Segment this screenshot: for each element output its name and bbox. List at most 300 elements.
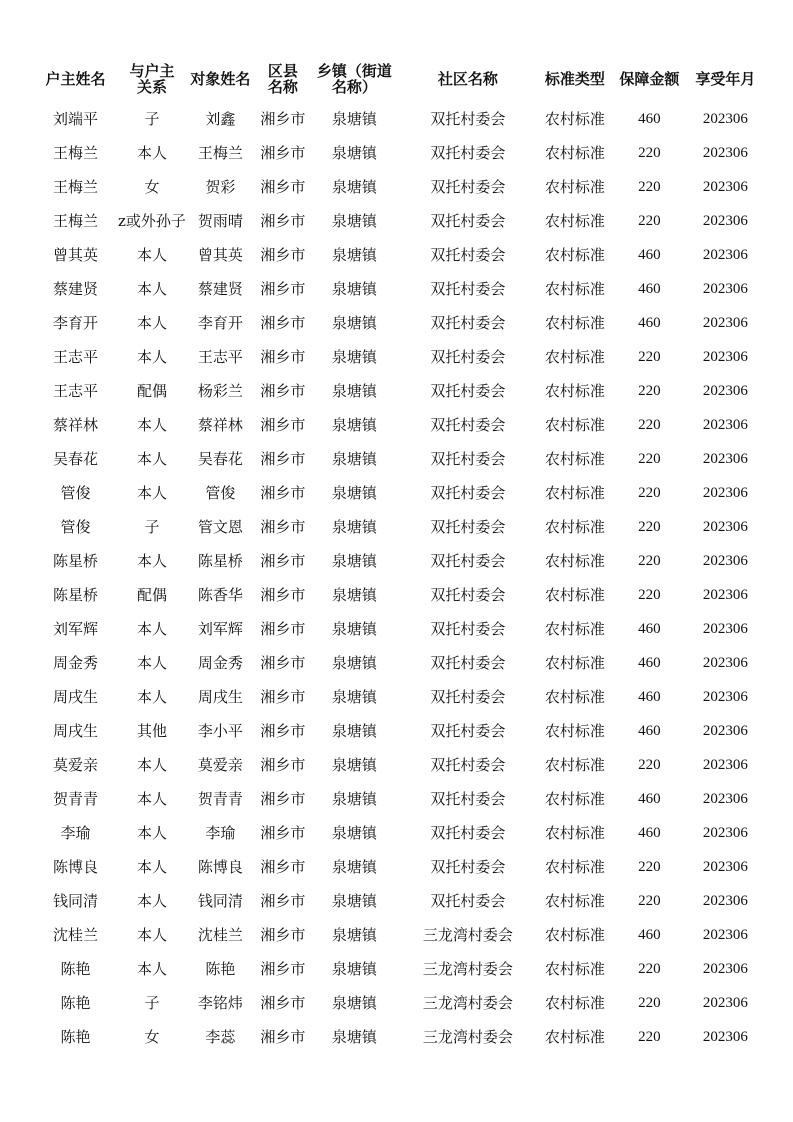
- cell-community: 三龙湾村委会: [422, 1028, 513, 1046]
- cell-relation: 本人: [136, 450, 167, 468]
- cell-township: 泉塘镇: [331, 416, 377, 434]
- cell-township: 泉塘镇: [331, 858, 377, 876]
- cell-township: 泉塘镇: [331, 518, 377, 536]
- cell-recipient-name: 贺雨晴: [197, 212, 243, 230]
- cell-township: 泉塘镇: [331, 994, 377, 1012]
- cell-period: 202306: [702, 519, 748, 535]
- table-row: [33, 170, 764, 204]
- cell-relation: 本人: [136, 858, 167, 876]
- cell-relation: 本人: [136, 620, 167, 638]
- cell-amount: 460: [638, 621, 661, 637]
- cell-householder-name: 莫爱亲: [52, 756, 98, 774]
- cell-householder-name: 刘端平: [52, 110, 98, 128]
- cell-county: 湘乡市: [260, 892, 306, 910]
- cell-county: 湘乡市: [260, 348, 306, 366]
- cell-county: 湘乡市: [260, 450, 306, 468]
- cell-recipient-name: 李瑜: [205, 824, 236, 842]
- cell-recipient-name: 钱同清: [197, 892, 243, 910]
- cell-relation: 子: [144, 518, 160, 536]
- cell-amount: 460: [638, 655, 661, 671]
- cell-relation: z或外孙子: [118, 212, 186, 230]
- cell-householder-name: 王志平: [52, 348, 98, 366]
- cell-recipient-name: 曾其英: [197, 246, 243, 264]
- cell-township: 泉塘镇: [331, 450, 377, 468]
- cell-recipient-name: 李蕊: [205, 1028, 236, 1046]
- cell-county: 湘乡市: [260, 484, 306, 502]
- cell-householder-name: 陈星桥: [52, 586, 98, 604]
- cell-amount: 460: [638, 281, 661, 297]
- cell-township: 泉塘镇: [331, 620, 377, 638]
- cell-standard-type: 农村标准: [544, 518, 605, 536]
- cell-township: 泉塘镇: [331, 926, 377, 944]
- table-row: [33, 986, 764, 1020]
- cell-amount: 220: [638, 179, 661, 195]
- cell-township: 泉塘镇: [331, 552, 377, 570]
- header-recipient-name: [186, 56, 255, 102]
- cell-community: 双托村委会: [430, 722, 506, 740]
- cell-community: 双托村委会: [430, 688, 506, 706]
- cell-amount: 460: [638, 111, 661, 127]
- cell-amount: 220: [638, 961, 661, 977]
- cell-householder-name: 贺青青: [52, 790, 98, 808]
- cell-householder-name: 周戌生: [52, 722, 98, 740]
- cell-householder-name: 吴春花: [52, 450, 98, 468]
- cell-householder-name: 蔡建贤: [52, 280, 98, 298]
- cell-standard-type: 农村标准: [544, 960, 605, 978]
- cell-relation: 本人: [136, 654, 167, 672]
- cell-county: 湘乡市: [260, 246, 306, 264]
- table-header: [33, 56, 764, 102]
- cell-amount: 460: [638, 927, 661, 943]
- table-row: [33, 952, 764, 986]
- cell-community: 双托村委会: [430, 450, 506, 468]
- cell-householder-name: 王志平: [52, 382, 98, 400]
- cell-township: 泉塘镇: [331, 314, 377, 332]
- cell-recipient-name: 李小平: [197, 722, 243, 740]
- cell-period: 202306: [702, 247, 748, 263]
- table-row: [33, 578, 764, 612]
- cell-amount: 460: [638, 791, 661, 807]
- cell-county: 湘乡市: [260, 280, 306, 298]
- cell-standard-type: 农村标准: [544, 178, 605, 196]
- table-row: [33, 714, 764, 748]
- cell-amount: 220: [638, 485, 661, 501]
- cell-amount: 460: [638, 689, 661, 705]
- cell-householder-name: 陈艳: [60, 994, 91, 1012]
- cell-standard-type: 农村标准: [544, 348, 605, 366]
- cell-standard-type: 农村标准: [544, 586, 605, 604]
- cell-county: 湘乡市: [260, 110, 306, 128]
- cell-householder-name: 陈星桥: [52, 552, 98, 570]
- cell-standard-type: 农村标准: [544, 110, 605, 128]
- cell-recipient-name: 陈星桥: [197, 552, 243, 570]
- table-row: [33, 374, 764, 408]
- table-row: [33, 340, 764, 374]
- cell-period: 202306: [702, 587, 748, 603]
- cell-community: 三龙湾村委会: [422, 960, 513, 978]
- cell-period: 202306: [702, 825, 748, 841]
- cell-standard-type: 农村标准: [544, 824, 605, 842]
- table-row: [33, 782, 764, 816]
- cell-standard-type: 农村标准: [544, 280, 605, 298]
- header-label-line: 保障金额: [619, 70, 680, 88]
- cell-recipient-name: 管俊: [205, 484, 236, 502]
- cell-community: 双托村委会: [430, 552, 506, 570]
- cell-county: 湘乡市: [260, 518, 306, 536]
- cell-amount: 220: [638, 383, 661, 399]
- cell-period: 202306: [702, 383, 748, 399]
- cell-period: 202306: [702, 111, 748, 127]
- cell-township: 泉塘镇: [331, 484, 377, 502]
- cell-township: 泉塘镇: [331, 892, 377, 910]
- cell-county: 湘乡市: [260, 858, 306, 876]
- cell-period: 202306: [702, 485, 748, 501]
- cell-township: 泉塘镇: [331, 246, 377, 264]
- cell-community: 双托村委会: [430, 246, 506, 264]
- cell-amount: 460: [638, 247, 661, 263]
- cell-relation: 本人: [136, 416, 167, 434]
- cell-recipient-name: 吴春花: [197, 450, 243, 468]
- cell-township: 泉塘镇: [331, 382, 377, 400]
- cell-recipient-name: 杨彩兰: [197, 382, 243, 400]
- cell-householder-name: 陈艳: [60, 1028, 91, 1046]
- cell-county: 湘乡市: [260, 314, 306, 332]
- cell-standard-type: 农村标准: [544, 416, 605, 434]
- cell-county: 湘乡市: [260, 552, 306, 570]
- table-row: [33, 442, 764, 476]
- cell-relation: 子: [144, 110, 160, 128]
- cell-community: 双托村委会: [430, 484, 506, 502]
- cell-community: 双托村委会: [430, 790, 506, 808]
- cell-county: 湘乡市: [260, 722, 306, 740]
- cell-period: 202306: [702, 417, 748, 433]
- cell-period: 202306: [702, 621, 748, 637]
- cell-householder-name: 李瑜: [60, 824, 91, 842]
- table-row: [33, 510, 764, 544]
- cell-relation: 本人: [136, 484, 167, 502]
- cell-standard-type: 农村标准: [544, 790, 605, 808]
- cell-standard-type: 农村标准: [544, 144, 605, 162]
- cell-standard-type: 农村标准: [544, 654, 605, 672]
- header-label-line: 对象姓名: [190, 70, 251, 88]
- cell-amount: 220: [638, 995, 661, 1011]
- cell-amount: 220: [638, 1029, 661, 1045]
- cell-standard-type: 农村标准: [544, 382, 605, 400]
- table-row: [33, 238, 764, 272]
- cell-township: 泉塘镇: [331, 280, 377, 298]
- cell-township: 泉塘镇: [331, 960, 377, 978]
- cell-county: 湘乡市: [260, 790, 306, 808]
- header-community: [398, 56, 538, 102]
- cell-community: 双托村委会: [430, 858, 506, 876]
- cell-community: 双托村委会: [430, 348, 506, 366]
- table-row: [33, 646, 764, 680]
- cell-recipient-name: 贺青青: [197, 790, 243, 808]
- header-label-line: 关系: [136, 78, 167, 96]
- cell-township: 泉塘镇: [331, 586, 377, 604]
- cell-community: 双托村委会: [430, 314, 506, 332]
- cell-county: 湘乡市: [260, 620, 306, 638]
- cell-householder-name: 刘军辉: [52, 620, 98, 638]
- cell-period: 202306: [702, 213, 748, 229]
- cell-period: 202306: [702, 281, 748, 297]
- cell-recipient-name: 沈桂兰: [197, 926, 243, 944]
- cell-relation: 本人: [136, 144, 167, 162]
- cell-amount: 220: [638, 893, 661, 909]
- cell-amount: 220: [638, 519, 661, 535]
- cell-county: 湘乡市: [260, 586, 306, 604]
- table-row: [33, 748, 764, 782]
- cell-community: 三龙湾村委会: [422, 994, 513, 1012]
- cell-community: 双托村委会: [430, 280, 506, 298]
- cell-amount: 220: [638, 859, 661, 875]
- header-label-line: 社区名称: [437, 70, 498, 88]
- cell-amount: 460: [638, 723, 661, 739]
- header-township: [311, 56, 398, 102]
- cell-community: 双托村委会: [430, 756, 506, 774]
- cell-period: 202306: [702, 927, 748, 943]
- cell-relation: 本人: [136, 926, 167, 944]
- cell-relation: 本人: [136, 960, 167, 978]
- header-label-line: 标准类型: [544, 70, 605, 88]
- cell-recipient-name: 管文恩: [197, 518, 243, 536]
- cell-standard-type: 农村标准: [544, 450, 605, 468]
- cell-householder-name: 王梅兰: [52, 144, 98, 162]
- cell-householder-name: 钱同清: [52, 892, 98, 910]
- cell-township: 泉塘镇: [331, 790, 377, 808]
- cell-community: 双托村委会: [430, 654, 506, 672]
- cell-community: 双托村委会: [430, 178, 506, 196]
- cell-recipient-name: 王梅兰: [197, 144, 243, 162]
- cell-relation: 本人: [136, 892, 167, 910]
- cell-township: 泉塘镇: [331, 722, 377, 740]
- cell-period: 202306: [702, 689, 748, 705]
- cell-relation: 配偶: [136, 586, 167, 604]
- cell-amount: 220: [638, 587, 661, 603]
- cell-amount: 220: [638, 553, 661, 569]
- cell-recipient-name: 陈香华: [197, 586, 243, 604]
- cell-relation: 本人: [136, 280, 167, 298]
- cell-period: 202306: [702, 995, 748, 1011]
- cell-householder-name: 李育开: [52, 314, 98, 332]
- table-row: [33, 204, 764, 238]
- cell-householder-name: 陈艳: [60, 960, 91, 978]
- cell-householder-name: 周戌生: [52, 688, 98, 706]
- cell-relation: 本人: [136, 246, 167, 264]
- cell-householder-name: 陈博良: [52, 858, 98, 876]
- cell-amount: 220: [638, 451, 661, 467]
- header-label-line: 名称）: [331, 78, 377, 96]
- header-standard-type: [538, 56, 612, 102]
- cell-standard-type: 农村标准: [544, 756, 605, 774]
- header-relation: [118, 56, 186, 102]
- cell-amount: 460: [638, 825, 661, 841]
- table-row: [33, 680, 764, 714]
- cell-community: 双托村委会: [430, 212, 506, 230]
- table-row: [33, 918, 764, 952]
- cell-period: 202306: [702, 961, 748, 977]
- cell-period: 202306: [702, 349, 748, 365]
- cell-period: 202306: [702, 553, 748, 569]
- cell-period: 202306: [702, 451, 748, 467]
- cell-township: 泉塘镇: [331, 110, 377, 128]
- cell-standard-type: 农村标准: [544, 994, 605, 1012]
- header-period: [687, 56, 764, 102]
- header-householder-name: [33, 56, 118, 102]
- cell-recipient-name: 蔡建贤: [197, 280, 243, 298]
- cell-relation: 本人: [136, 756, 167, 774]
- cell-standard-type: 农村标准: [544, 722, 605, 740]
- cell-amount: 220: [638, 213, 661, 229]
- cell-householder-name: 周金秀: [52, 654, 98, 672]
- cell-recipient-name: 陈艳: [205, 960, 236, 978]
- cell-householder-name: 曾其英: [52, 246, 98, 264]
- cell-county: 湘乡市: [260, 994, 306, 1012]
- header-row: [33, 56, 764, 102]
- cell-community: 双托村委会: [430, 892, 506, 910]
- cell-county: 湘乡市: [260, 382, 306, 400]
- cell-amount: 220: [638, 349, 661, 365]
- cell-county: 湘乡市: [260, 1028, 306, 1046]
- cell-county: 湘乡市: [260, 756, 306, 774]
- cell-township: 泉塘镇: [331, 178, 377, 196]
- cell-householder-name: 王梅兰: [52, 212, 98, 230]
- cell-county: 湘乡市: [260, 178, 306, 196]
- cell-relation: 其他: [136, 722, 167, 740]
- cell-relation: 本人: [136, 790, 167, 808]
- cell-relation: 子: [144, 994, 160, 1012]
- table-row: [33, 306, 764, 340]
- cell-standard-type: 农村标准: [544, 246, 605, 264]
- cell-county: 湘乡市: [260, 654, 306, 672]
- cell-relation: 本人: [136, 688, 167, 706]
- header-label-line: 名称: [267, 78, 298, 96]
- cell-period: 202306: [702, 757, 748, 773]
- table-row: [33, 476, 764, 510]
- cell-township: 泉塘镇: [331, 824, 377, 842]
- cell-period: 202306: [702, 179, 748, 195]
- cell-community: 双托村委会: [430, 824, 506, 842]
- cell-standard-type: 农村标准: [544, 620, 605, 638]
- cell-recipient-name: 刘鑫: [205, 110, 236, 128]
- table-body: [33, 102, 764, 1054]
- cell-period: 202306: [702, 655, 748, 671]
- cell-recipient-name: 刘军辉: [197, 620, 243, 638]
- table-row: [33, 612, 764, 646]
- cell-recipient-name: 周戌生: [197, 688, 243, 706]
- cell-amount: 220: [638, 417, 661, 433]
- cell-township: 泉塘镇: [331, 348, 377, 366]
- header-county: [255, 56, 311, 102]
- cell-community: 双托村委会: [430, 382, 506, 400]
- cell-township: 泉塘镇: [331, 144, 377, 162]
- cell-period: 202306: [702, 145, 748, 161]
- cell-standard-type: 农村标准: [544, 314, 605, 332]
- cell-recipient-name: 李育开: [197, 314, 243, 332]
- cell-period: 202306: [702, 893, 748, 909]
- cell-community: 双托村委会: [430, 620, 506, 638]
- table-row: [33, 816, 764, 850]
- table-row: [33, 272, 764, 306]
- cell-recipient-name: 莫爱亲: [197, 756, 243, 774]
- cell-standard-type: 农村标准: [544, 484, 605, 502]
- cell-standard-type: 农村标准: [544, 688, 605, 706]
- cell-township: 泉塘镇: [331, 654, 377, 672]
- cell-standard-type: 农村标准: [544, 1028, 605, 1046]
- cell-amount: 220: [638, 757, 661, 773]
- table-row: [33, 102, 764, 136]
- table-row: [33, 136, 764, 170]
- cell-county: 湘乡市: [260, 212, 306, 230]
- cell-relation: 本人: [136, 348, 167, 366]
- header-label-line: 享受年月: [695, 70, 756, 88]
- cell-standard-type: 农村标准: [544, 926, 605, 944]
- cell-community: 双托村委会: [430, 518, 506, 536]
- table-row: [33, 850, 764, 884]
- cell-township: 泉塘镇: [331, 1028, 377, 1046]
- cell-period: 202306: [702, 791, 748, 807]
- cell-relation: 本人: [136, 552, 167, 570]
- cell-township: 泉塘镇: [331, 756, 377, 774]
- cell-community: 双托村委会: [430, 586, 506, 604]
- cell-relation: 女: [144, 1028, 160, 1046]
- assistance-roster-table: [33, 56, 764, 1054]
- cell-recipient-name: 贺彩: [205, 178, 236, 196]
- header-label-line: 区县: [267, 62, 298, 80]
- header-label-line: 户主姓名: [45, 70, 106, 88]
- header-label-line: 乡镇（街道: [316, 62, 392, 80]
- cell-standard-type: 农村标准: [544, 858, 605, 876]
- cell-householder-name: 沈桂兰: [52, 926, 98, 944]
- cell-standard-type: 农村标准: [544, 552, 605, 570]
- cell-householder-name: 管俊: [60, 518, 91, 536]
- cell-community: 双托村委会: [430, 144, 506, 162]
- cell-householder-name: 蔡祥林: [52, 416, 98, 434]
- cell-period: 202306: [702, 859, 748, 875]
- cell-township: 泉塘镇: [331, 212, 377, 230]
- cell-period: 202306: [702, 315, 748, 331]
- cell-relation: 本人: [136, 824, 167, 842]
- cell-community: 双托村委会: [430, 110, 506, 128]
- cell-standard-type: 农村标准: [544, 212, 605, 230]
- cell-county: 湘乡市: [260, 926, 306, 944]
- cell-community: 三龙湾村委会: [422, 926, 513, 944]
- cell-amount: 220: [638, 145, 661, 161]
- cell-relation: 配偶: [136, 382, 167, 400]
- cell-relation: 女: [144, 178, 160, 196]
- cell-recipient-name: 李铭炜: [197, 994, 243, 1012]
- cell-relation: 本人: [136, 314, 167, 332]
- table-row: [33, 544, 764, 578]
- header-label-line: 与户主: [129, 62, 175, 80]
- cell-amount: 460: [638, 315, 661, 331]
- cell-township: 泉塘镇: [331, 688, 377, 706]
- cell-county: 湘乡市: [260, 688, 306, 706]
- cell-recipient-name: 陈博良: [197, 858, 243, 876]
- cell-recipient-name: 蔡祥林: [197, 416, 243, 434]
- cell-standard-type: 农村标准: [544, 892, 605, 910]
- header-amount: [612, 56, 687, 102]
- table-row: [33, 884, 764, 918]
- cell-recipient-name: 周金秀: [197, 654, 243, 672]
- cell-period: 202306: [702, 723, 748, 739]
- cell-householder-name: 王梅兰: [52, 178, 98, 196]
- cell-county: 湘乡市: [260, 824, 306, 842]
- cell-county: 湘乡市: [260, 144, 306, 162]
- cell-county: 湘乡市: [260, 416, 306, 434]
- cell-county: 湘乡市: [260, 960, 306, 978]
- table-row: [33, 1020, 764, 1054]
